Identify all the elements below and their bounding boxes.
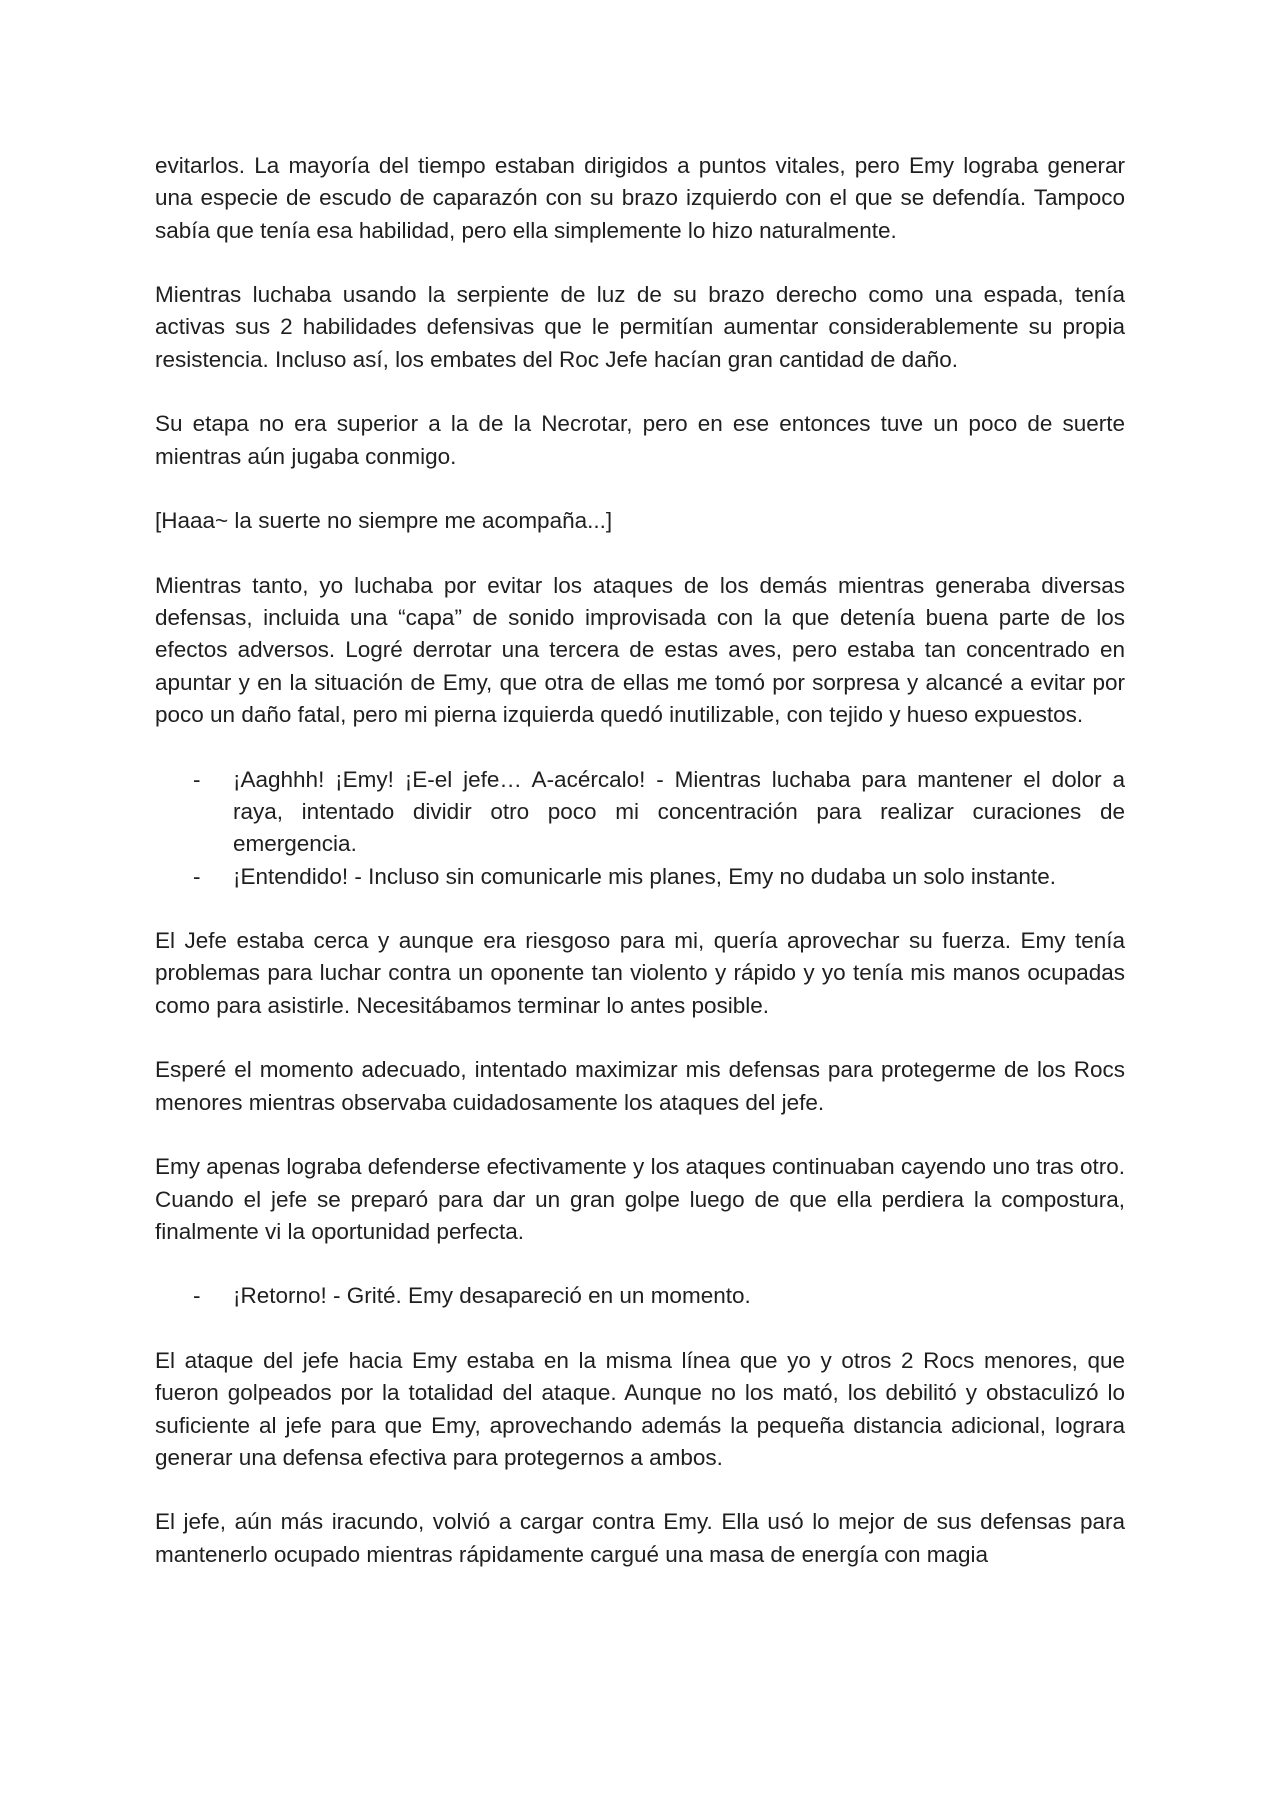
dialogue-list — [155, 1280, 1125, 1312]
paragraph: Mientras luchaba usando la serpiente de luz de su brazo derecho como una espada, tenía activas sus 2 habilidades defensivas que le permitían aumentar considerablemente su propia resistencia. Incluso así, los embates del Roc Jefe hacían gran cantidad de daño. — [155, 282, 1125, 372]
dialogue-line — [155, 1280, 1125, 1312]
paragraph: El jefe, aún más iracundo, volvió a cargar contra Emy. Ella usó lo mejor de sus defensas para mantenerlo ocupado mientras rápidamente cargué una masa de energía con magia — [155, 1509, 1125, 1567]
dialogue-text: ¡Aaghhh! ¡Emy! ¡E-el jefe… A-acércalo! - Mientras luchaba para mantener el dolor a raya, intentado dividir otro poco mi concentración para realizar curaciones de emergencia. — [233, 766, 1125, 857]
dialogue-text: ¡Entendido! - Incluso sin comunicarle mis planes, Emy no dudaba un solo instante. — [233, 863, 1056, 889]
paragraph: Mientras tanto, yo luchaba por evitar los ataques de los demás mientras generaba diversas defensas, incluida una “capa” de sonido improvisada con la que detenía buena parte de los efectos adversos. Logré derrotar una tercera de estas aves, pero estaba tan concentrado en apuntar y en la situación de Emy, que otra de ellas me tomó por sorpresa y alcancé a evitar por poco un daño fatal, pero mi pierna izquierda quedó inutilizable, con tejido y hueso expuestos. — [155, 572, 1125, 728]
bracketed-thought: [Haaa~ la suerte no siempre me acompaña...] — [155, 508, 613, 534]
paragraph: El ataque del jefe hacia Emy estaba en la misma línea que yo y otros 2 Rocs menores, que fueron golpeados por la totalidad del ataque. Aunque no los mató, los debilitó y obstaculizó lo suficiente al jefe para que Emy, aprovechando además la pequeña distancia adicional, lograra generar una defensa efectiva para protegernos a ambos. — [155, 1347, 1125, 1470]
paragraph: evitarlos. La mayoría del tiempo estaban dirigidos a puntos vitales, pero Emy lograba generar una especie de escudo de caparazón con su brazo izquierdo con el que se defendía. Tampoco sabía que tenía esa habilidad, pero ella simplemente lo hizo naturalmente. — [155, 153, 1125, 243]
dialogue-list — [155, 764, 1125, 893]
paragraph: El Jefe estaba cerca y aunque era riesgoso para mi, quería aprovechar su fuerza. Emy tenía problemas para luchar contra un oponente tan violento y rápido y yo tenía mis manos ocupadas como para asistirle. Necesitábamos terminar lo antes posible. — [155, 928, 1125, 1018]
dialogue-line — [155, 764, 1125, 861]
dialogue-line — [155, 861, 1125, 893]
paragraph: Esperé el momento adecuado, intentado maximizar mis defensas para protegerme de los Rocs menores mientras observaba cuidadosamente los ataques del jefe. — [155, 1057, 1125, 1115]
list-marker: - — [193, 766, 201, 792]
list-marker: - — [193, 1283, 201, 1309]
paragraph: Su etapa no era superior a la de la Necrotar, pero en ese entonces tuve un poco de suerte mientras aún jugaba conmigo. — [155, 411, 1125, 469]
list-marker: - — [193, 863, 201, 889]
document-body — [155, 150, 1125, 1603]
dialogue-text: ¡Retorno! - Grité. Emy desapareció en un momento. — [233, 1283, 751, 1309]
paragraph: Emy apenas lograba defenderse efectivamente y los ataques continuaban cayendo uno tras otro. Cuando el jefe se preparó para dar un gran golpe luego de que ella perdiera la compostura, finalmente vi la oportunidad perfecta. — [155, 1154, 1125, 1244]
